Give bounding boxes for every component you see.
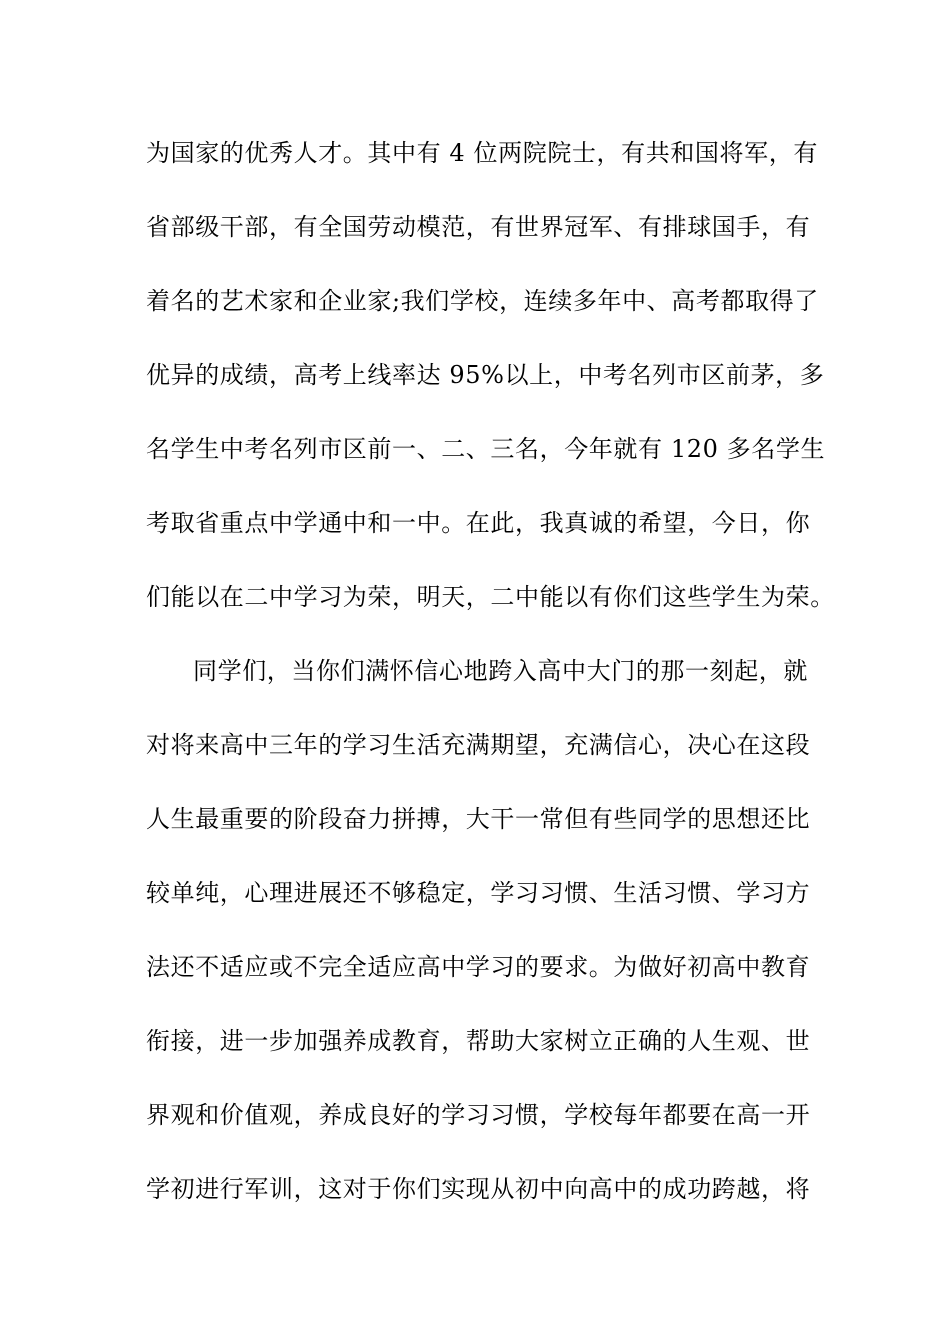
text-line: 着名的艺术家和企业家;我们学校，连续多年中、高考都取得了 bbox=[146, 287, 819, 315]
text-line: 较单纯，心理进展还不够稳定，学习习惯、生活习惯、学习方 bbox=[146, 879, 811, 907]
text-line: 对将来高中三年的学习生活充满期望，充满信心，决心在这段 bbox=[146, 731, 811, 759]
text-line: 衔接，进一步加强养成教育，帮助大家树立正确的人生观、世 bbox=[146, 1027, 811, 1055]
text-line: 们能以在二中学习为荣，明天，二中能以有你们这些学生为荣。 bbox=[146, 583, 835, 611]
text-line: 人生最重要的阶段奋力拼搏，大干一常但有些同学的思想还比 bbox=[146, 805, 811, 833]
text-line: 考取省重点中学通中和一中。在此，我真诚的希望，今日，你 bbox=[146, 509, 811, 537]
text-line: 法还不适应或不完全适应高中学习的要求。为做好初高中教育 bbox=[146, 953, 811, 981]
text-line: 界观和价值观，养成良好的学习习惯，学校每年都要在高一开 bbox=[146, 1101, 811, 1129]
text-line: 省部级干部，有全国劳动模范，有世界冠军、有排球国手，有 bbox=[146, 213, 811, 241]
text-line: 学初进行军训，这对于你们实现从初中向高中的成功跨越，将 bbox=[146, 1175, 811, 1203]
paragraph-first-line: 同学们，当你们满怀信心地跨入高中大门的那一刻起，就 bbox=[193, 657, 808, 685]
text-line: 为国家的优秀人才。其中有 4 位两院院士，有共和国将军，有 bbox=[146, 139, 818, 167]
text-line: 优异的成绩，高考上线率达 95%以上，中考名列市区前茅，多 bbox=[146, 361, 825, 389]
text-line: 名学生中考名列市区前一、二、三名，今年就有 120 多名学生 bbox=[146, 435, 826, 463]
